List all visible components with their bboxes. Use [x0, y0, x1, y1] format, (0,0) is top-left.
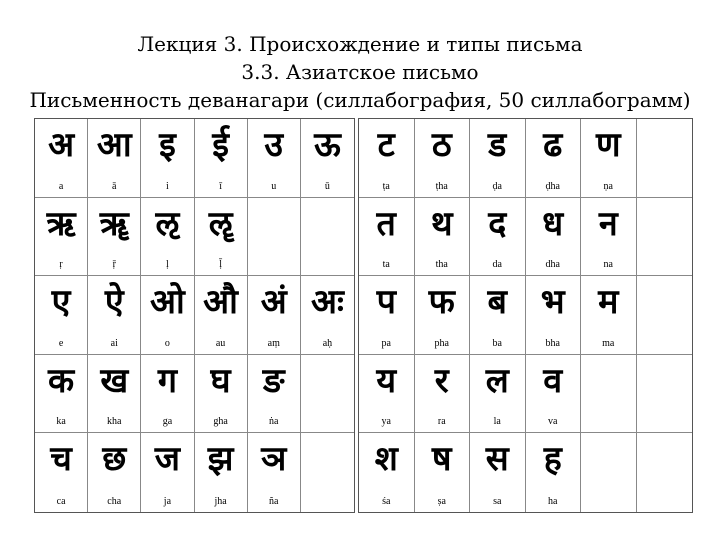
devanagari-glyph: व	[543, 360, 563, 401]
devanagari-glyph: फ	[428, 282, 455, 323]
syllable-cell	[301, 198, 354, 277]
transliteration-label: la	[493, 416, 501, 428]
syllable-cell	[526, 198, 582, 277]
transliteration-label: na	[603, 259, 613, 271]
transliteration-label: ṣa	[437, 495, 446, 507]
transliteration-label: o	[164, 337, 170, 349]
transliteration-label: śa	[382, 495, 391, 507]
syllable-cell	[141, 198, 194, 277]
devanagari-glyph: न	[598, 203, 618, 244]
syllable-cell	[637, 276, 693, 355]
vowels-consonants-table-left	[34, 118, 355, 513]
syllable-cell	[248, 276, 301, 355]
devanagari-glyph: ॡ	[208, 203, 233, 244]
transliteration-label: a	[58, 180, 64, 192]
syllable-cell	[470, 433, 526, 512]
transliteration-label: ū	[324, 180, 330, 192]
transliteration-label: pha	[434, 337, 449, 349]
transliteration-label: i	[166, 180, 169, 192]
devanagari-glyph: औ	[203, 282, 238, 323]
transliteration-label: pa	[381, 337, 391, 349]
transliteration-label: ai	[110, 337, 118, 349]
syllable-cell	[359, 355, 415, 434]
transliteration-label: ma	[602, 337, 615, 349]
syllable-cell	[88, 198, 141, 277]
transliteration-label: ṝ	[112, 259, 116, 271]
syllable-cell	[88, 276, 141, 355]
devanagari-glyph: अः	[310, 282, 344, 323]
syllable-cell	[637, 355, 693, 434]
syllable-cell	[359, 119, 415, 198]
syllable-cell	[526, 433, 582, 512]
devanagari-glyph: ऊ	[314, 125, 341, 165]
transliteration-label: ṇa	[603, 180, 613, 192]
devanagari-glyph: ज	[154, 439, 181, 480]
syllable-cell	[415, 198, 471, 277]
syllable-cell	[141, 119, 194, 198]
transliteration-label: ṅa	[269, 416, 279, 428]
syllable-cell	[470, 198, 526, 277]
syllable-cell	[526, 276, 582, 355]
devanagari-glyph: ञ	[261, 439, 287, 480]
devanagari-glyph: ल	[485, 360, 509, 401]
transliteration-label: ṭha	[435, 180, 448, 192]
devanagari-glyph: उ	[264, 125, 284, 165]
syllable-cell	[581, 198, 637, 277]
transliteration-label: va	[548, 416, 558, 428]
devanagari-glyph: ओ	[150, 282, 185, 323]
transliteration-label: ga	[162, 416, 173, 428]
syllable-cell	[35, 119, 88, 198]
transliteration-label: ka	[56, 416, 66, 428]
syllable-cell	[301, 355, 354, 434]
syllable-cell	[195, 119, 248, 198]
syllable-cell	[195, 276, 248, 355]
syllable-cell	[415, 276, 471, 355]
devanagari-glyph: ई	[212, 125, 229, 165]
syllable-cell	[141, 433, 194, 512]
devanagari-glyph: य	[376, 360, 397, 401]
syllable-cell	[470, 276, 526, 355]
syllable-cell	[581, 276, 637, 355]
devanagari-glyph: अ	[48, 125, 75, 165]
devanagari-glyph: क	[48, 360, 75, 401]
syllable-cell	[581, 119, 637, 198]
transliteration-label: ha	[548, 495, 558, 507]
syllable-cell	[526, 119, 582, 198]
transliteration-label: u	[271, 180, 277, 192]
devanagari-glyph: भ	[540, 282, 565, 323]
syllable-cell	[359, 433, 415, 512]
syllable-cell	[141, 276, 194, 355]
syllable-cell	[248, 433, 301, 512]
syllable-cell	[359, 198, 415, 277]
devanagari-glyph: ख	[100, 360, 129, 401]
transliteration-label: ca	[56, 495, 66, 507]
syllable-cell	[195, 198, 248, 277]
devanagari-glyph: त	[376, 203, 396, 244]
transliteration-label: ḍa	[492, 180, 502, 192]
devanagari-glyph: आ	[96, 125, 132, 165]
devanagari-glyph: ढ	[543, 125, 563, 165]
transliteration-label: ḹ	[219, 259, 222, 271]
syllable-cell	[88, 433, 141, 512]
syllable-cell	[637, 198, 693, 277]
transliteration-label: ṛ	[59, 259, 63, 271]
syllable-cell	[637, 119, 693, 198]
devanagari-glyph: म	[598, 282, 619, 323]
transliteration-label: e	[58, 337, 64, 349]
transliteration-label: tha	[435, 259, 448, 271]
devanagari-glyph: श	[374, 439, 398, 480]
transliteration-label: bha	[545, 337, 560, 349]
devanagari-glyph: झ	[207, 439, 234, 480]
transliteration-label: au	[215, 337, 226, 349]
syllable-cell	[301, 119, 354, 198]
devanagari-glyph: र	[434, 360, 449, 401]
devanagari-glyph: अं	[260, 282, 287, 323]
slide-subtitle: Письменность деванагари (силлабография, 50 силлабограмм)	[29, 88, 691, 112]
syllable-cell	[35, 433, 88, 512]
transliteration-label: ī	[219, 180, 222, 192]
syllable-cell	[88, 119, 141, 198]
devanagari-glyph: ण	[595, 125, 621, 165]
transliteration-label: da	[492, 259, 502, 271]
syllable-cell	[35, 276, 88, 355]
transliteration-label: ā	[112, 180, 117, 192]
transliteration-label: aṃ	[267, 337, 280, 349]
syllable-cell	[35, 198, 88, 277]
devanagari-glyph: ह	[543, 439, 562, 480]
syllable-cell	[415, 433, 471, 512]
consonants-table-right	[358, 118, 693, 513]
transliteration-label: jha	[214, 495, 227, 507]
transliteration-label: cha	[107, 495, 122, 507]
devanagari-glyph: ॠ	[99, 203, 129, 244]
transliteration-label: gha	[213, 416, 228, 428]
transliteration-label: ja	[163, 495, 172, 507]
syllable-cell	[35, 355, 88, 434]
devanagari-glyph: घ	[210, 360, 231, 401]
devanagari-glyph: प	[376, 282, 396, 323]
syllable-cell	[359, 276, 415, 355]
syllable-cell	[195, 433, 248, 512]
syllable-cell	[141, 355, 194, 434]
transliteration-label: ya	[381, 416, 391, 428]
syllable-cell	[301, 276, 354, 355]
devanagari-glyph: छ	[102, 439, 127, 480]
syllable-cell	[248, 355, 301, 434]
devanagari-glyph: ध	[542, 203, 564, 244]
syllable-cell	[88, 355, 141, 434]
syllable-cell	[581, 355, 637, 434]
devanagari-glyph: इ	[159, 125, 176, 165]
devanagari-glyph: ऐ	[104, 282, 124, 323]
syllable-cell	[248, 119, 301, 198]
devanagari-glyph: ब	[487, 282, 507, 323]
devanagari-glyph: ट	[377, 125, 395, 165]
devanagari-glyph: ऌ	[155, 203, 180, 244]
syllable-cell	[195, 355, 248, 434]
transliteration-label: ba	[492, 337, 502, 349]
syllable-cell	[301, 433, 354, 512]
transliteration-label: ña	[269, 495, 279, 507]
section-title: 3.3. Азиатское письмо	[241, 60, 479, 84]
transliteration-label: ḍha	[545, 180, 560, 192]
devanagari-glyph: च	[50, 439, 72, 480]
devanagari-glyph: ड	[488, 125, 507, 165]
devanagari-glyph: ग	[157, 360, 177, 401]
syllable-cell	[470, 355, 526, 434]
syllable-cell	[248, 198, 301, 277]
syllable-cell	[526, 355, 582, 434]
lecture-title: Лекция 3. Происхождение и типы письма	[137, 32, 583, 56]
syllable-cell	[581, 433, 637, 512]
syllable-cell	[415, 355, 471, 434]
devanagari-glyph: थ	[430, 203, 453, 244]
syllable-cell	[415, 119, 471, 198]
transliteration-label: ḷ	[166, 259, 169, 271]
devanagari-glyph: ए	[51, 282, 71, 323]
devanagari-glyph: द	[488, 203, 507, 244]
transliteration-label: ta	[382, 259, 390, 271]
transliteration-label: kha	[107, 416, 122, 428]
devanagari-glyph: ऋ	[46, 203, 76, 244]
transliteration-label: ṭa	[382, 180, 390, 192]
devanagari-glyph: ष	[431, 439, 452, 480]
transliteration-label: dha	[545, 259, 560, 271]
transliteration-label: aḥ	[322, 337, 333, 349]
devanagari-glyph: ठ	[431, 125, 452, 165]
transliteration-label: ra	[437, 416, 446, 428]
syllable-cell	[470, 119, 526, 198]
transliteration-label: sa	[493, 495, 502, 507]
syllable-cell	[637, 433, 693, 512]
devanagari-glyph: स	[485, 439, 509, 480]
devanagari-glyph: ङ	[262, 360, 285, 401]
